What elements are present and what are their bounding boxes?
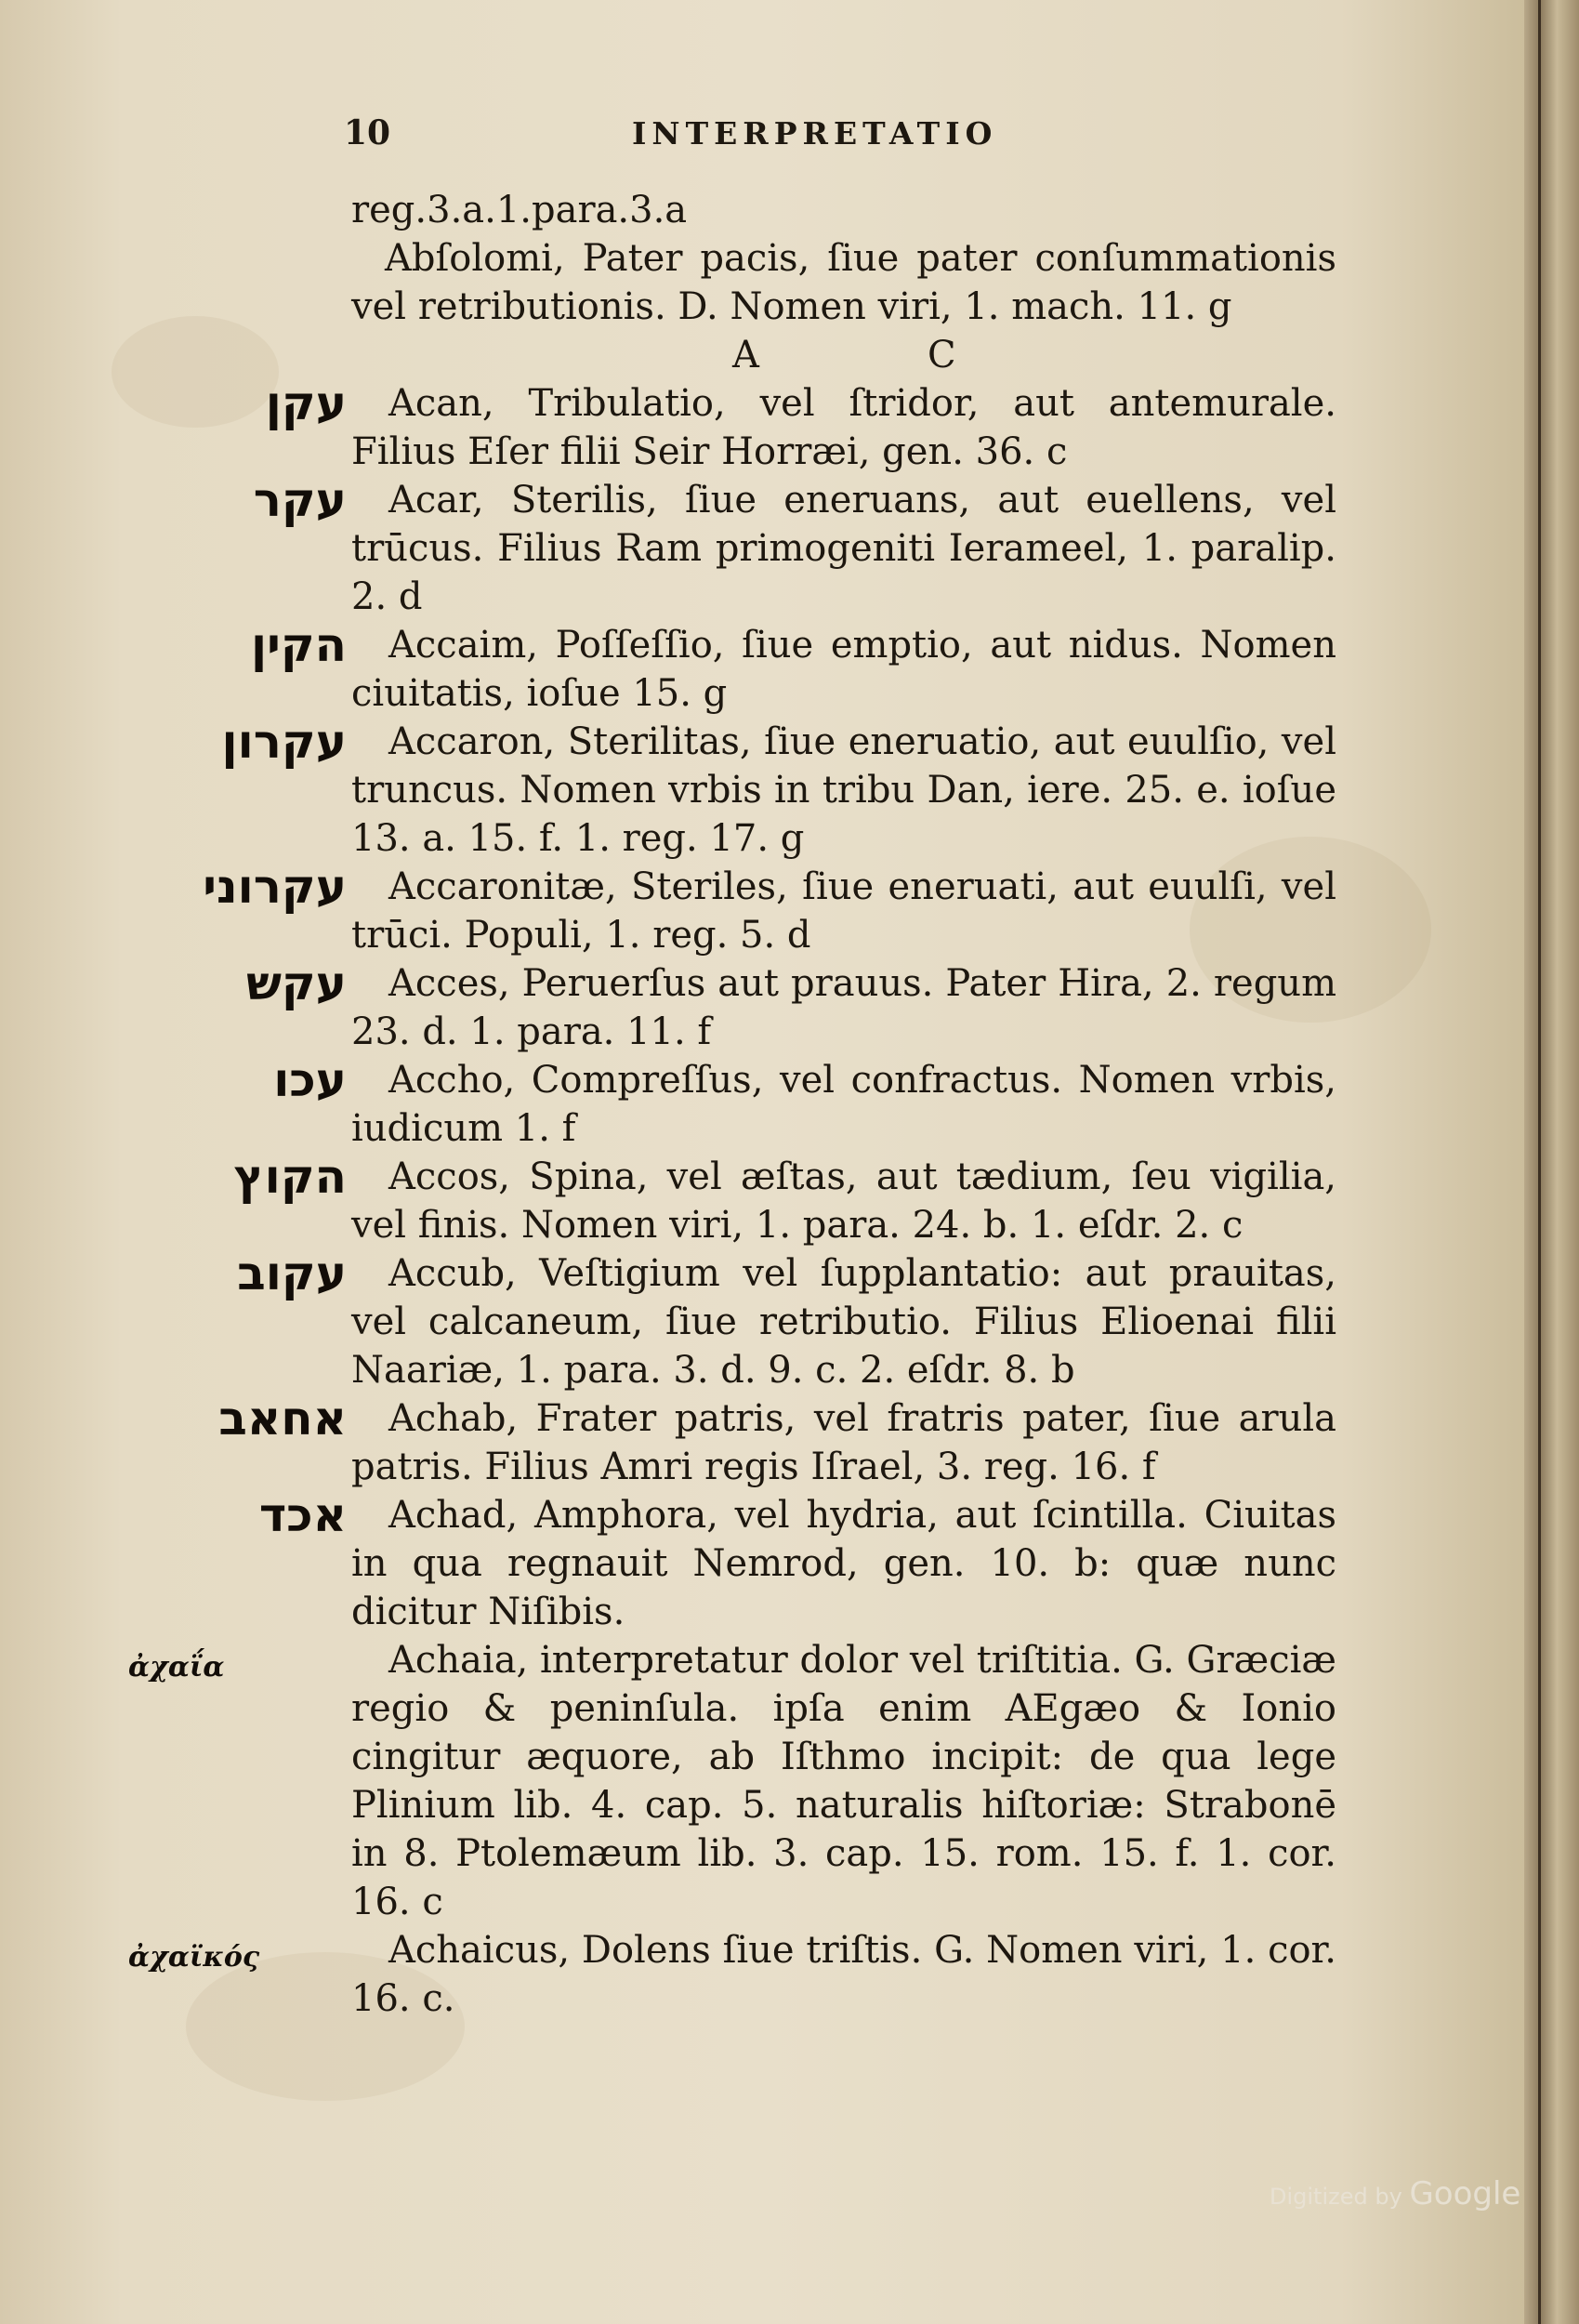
dictionary-entry — [237, 1247, 1336, 1394]
entry-text: Achaia, interpretatur dolor vel triſtitia. G. Græciæ regio & peninſula. ipſa enim AEgæo & Ionio cingitur æquore, ab Iſthmo incipit: de qua lege Plinium lib. 4. cap. 5. naturalis hiſtoriæ: Strabonē in 8. Ptolemæum lib. 3. cap. 15. rom. 15. f. 1. cor. 16. c — [351, 1639, 1336, 1923]
entry-text: Accub, Veſtigium vel ſupplantatio: aut prauitas, vel calcaneum, ſiue retributio. Filius Elioenai filii Naariæ, 1. para. 3. d. 9. c. 2. eſdr. 8. b — [351, 1252, 1336, 1392]
hebrew-headword: עקר — [253, 473, 347, 527]
hebrew-headword: הקוץ — [233, 1150, 347, 1204]
greek-headword: ἀχαϊκός — [128, 1941, 260, 1974]
dictionary-entry — [128, 1636, 1336, 1926]
digitized-watermark — [1270, 2175, 1520, 2212]
entry-text: Accho, Compreſſus, vel confractus. Nomen vrbis, iudicum 1. f — [351, 1059, 1336, 1150]
dictionary-entry — [258, 1488, 1336, 1636]
entry-text: Acces, Peruerſus aut prauus. Pater Hira, 2. regum 23. d. 1. para. 11. f — [351, 962, 1336, 1053]
entry-text: Achaicus, Dolens ſiue triſtis. G. Nomen viri, 1. cor. 16. c. — [351, 1929, 1336, 2020]
entry-list — [128, 376, 1336, 2023]
running-title: INTERPRETATIO — [632, 115, 998, 152]
entry-text: Achab, Frater patris, vel fratris pater, ſiue arula patris. Filius Amri regis Iſrael, 3. reg. 16. f — [351, 1397, 1336, 1488]
page-number: 10 — [344, 113, 391, 152]
continuation-line: reg.3.a.1.para.3.a — [351, 189, 688, 231]
watermark-brand: Google — [1409, 2175, 1521, 2212]
hebrew-headword: אכד — [258, 1488, 347, 1542]
hebrew-headword: הקין — [250, 618, 347, 672]
hebrew-headword: עכו — [273, 1053, 347, 1107]
dictionary-entry — [265, 376, 1336, 476]
hebrew-headword: עקש — [245, 957, 347, 1010]
dictionary-entry — [245, 957, 1336, 1056]
hebrew-headword: עקרון — [221, 715, 347, 769]
dictionary-entry — [221, 715, 1336, 863]
running-header — [344, 113, 1217, 160]
entry-absolomi: Abſolomi, Pater pacis, ſiue pater conſummationis vel retributionis. D. Nomen viri, 1. mach. 11. g — [351, 237, 1336, 328]
entry-text: Accaronitæ, Steriles, ſiue eneruati, aut euulſi, vel trūci. Populi, 1. reg. 5. d — [351, 865, 1336, 957]
entry-text: Accaron, Sterilitas, ſiue eneruatio, aut euulſio, vel truncus. Nomen vrbis in tribu Dan, iere. 25. e. ioſue 13. a. 15. f. 1. reg. 17. g — [351, 720, 1336, 860]
dictionary-entry — [250, 618, 1336, 718]
entry-text: Accaim, Poſſeſſio, ſiue emptio, aut nidus. Nomen ciuitatis, ioſue 15. g — [351, 624, 1336, 715]
section-letter-left: A — [732, 334, 759, 376]
dictionary-entry — [233, 1150, 1336, 1249]
dictionary-entry — [128, 1926, 1336, 2023]
entry-text: Acar, Sterilis, ſiue eneruans, aut euellens, vel trūcus. Filius Ram primogeniti Ierameel, 1. paralip. 2. d — [351, 479, 1336, 618]
section-letter-right: C — [928, 334, 956, 376]
greek-headword: ἀχαΐα — [128, 1651, 225, 1684]
hebrew-headword: עקן — [265, 376, 347, 430]
entry-text: Achad, Amphora, vel hydria, aut ſcintilla. Ciuitas in qua regnauit Nemrod, gen. 10. b: quæ nunc dicitur Niſibis. — [351, 1494, 1336, 1633]
book-gutter — [1524, 0, 1579, 2324]
dictionary-text — [128, 186, 1336, 2023]
page-edge-line — [1538, 0, 1541, 2324]
hebrew-headword: עקוב — [237, 1247, 347, 1301]
dictionary-entry — [203, 860, 1336, 959]
hebrew-headword: עקרוני — [203, 860, 347, 914]
section-heading — [351, 331, 1336, 379]
entry-text: Accos, Spina, vel æſtas, aut tædium, ſeu vigilia, vel finis. Nomen viri, 1. para. 24. b. 1. eſdr. 2. c — [351, 1155, 1336, 1247]
dictionary-entry — [273, 1053, 1336, 1153]
dictionary-entry — [218, 1392, 1336, 1491]
entry-text: Acan, Tribulatio, vel ſtridor, aut antemurale. Filius Eſer filii Seir Horræi, gen. 36. c — [351, 382, 1336, 473]
dictionary-entry — [253, 473, 1336, 621]
watermark-prefix: Digitized by — [1270, 2184, 1402, 2210]
hebrew-headword: אחאב — [218, 1392, 347, 1446]
